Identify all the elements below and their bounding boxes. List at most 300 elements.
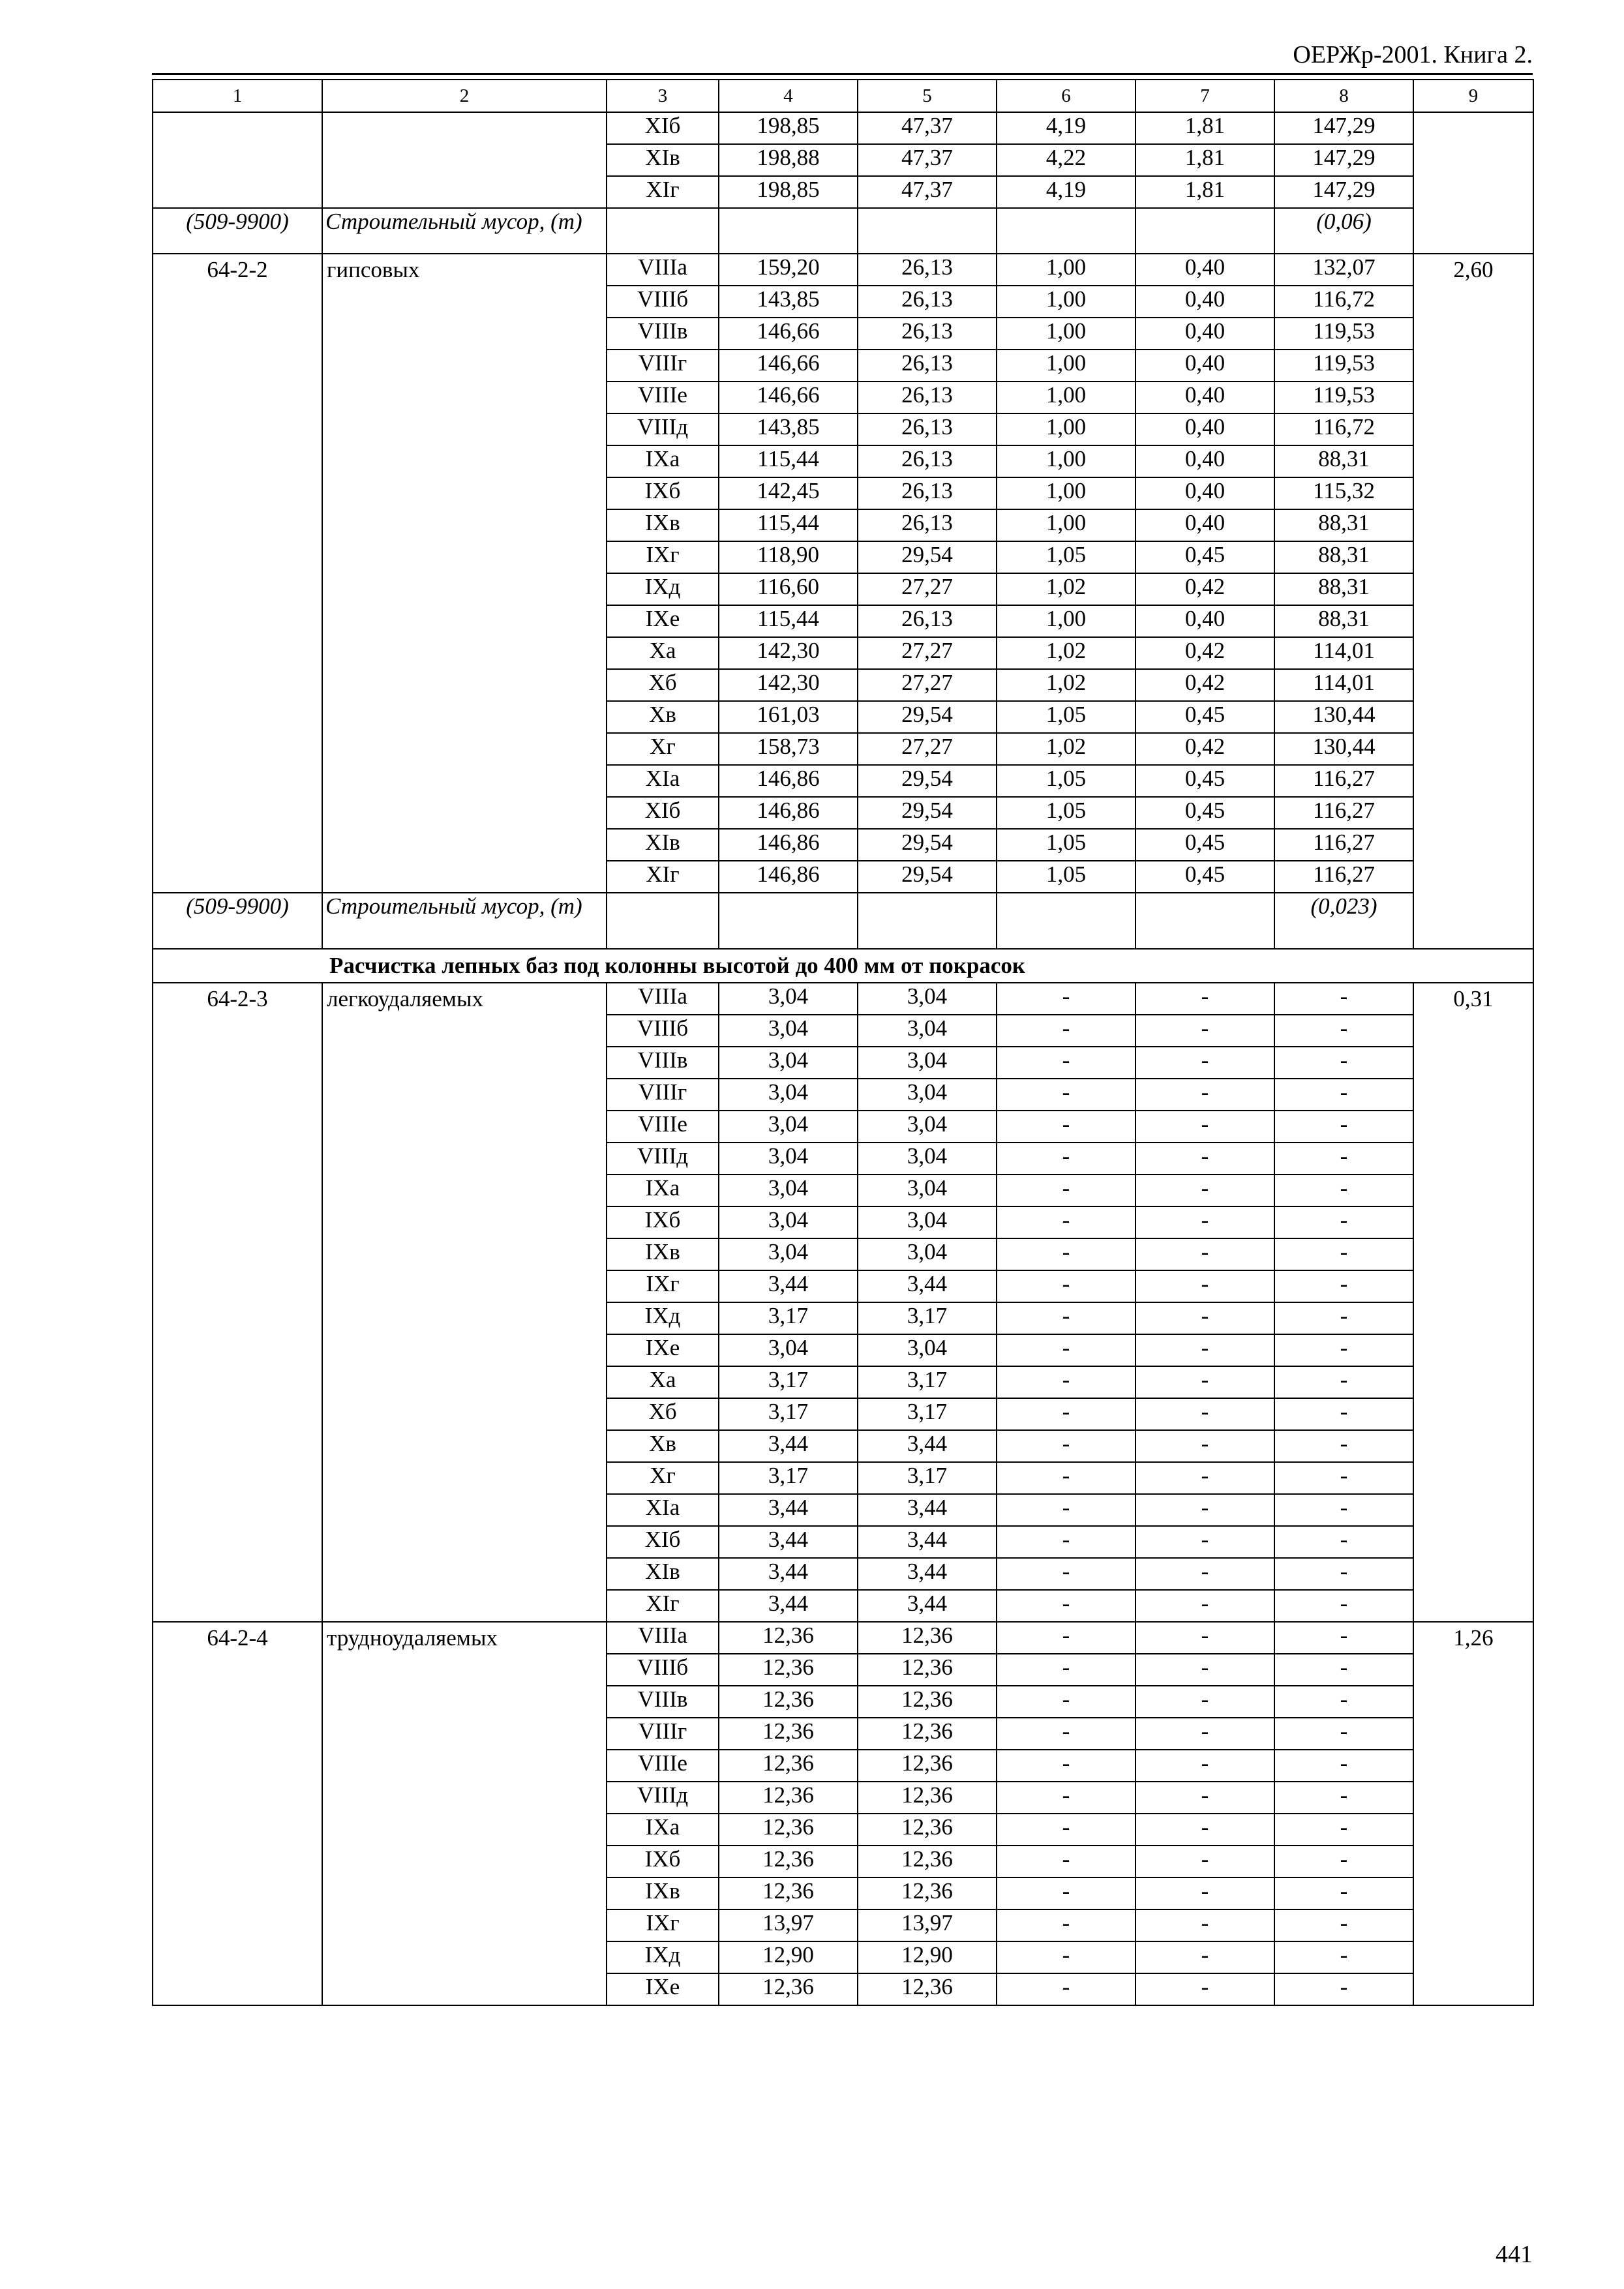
machine-cell: -	[997, 1334, 1135, 1366]
material-cell: 116,27	[1274, 861, 1413, 893]
cost-cell: 115,44	[719, 445, 858, 477]
wage-cell: 29,54	[858, 797, 997, 829]
code-cell: 64-2-2	[153, 254, 322, 893]
cost-cell: 3,04	[719, 1334, 858, 1366]
zone-cell: IXе	[607, 1973, 719, 2005]
wage-cell: 3,17	[858, 1366, 997, 1398]
driver-wage-cell: 1,81	[1135, 112, 1274, 144]
driver-wage-cell: -	[1135, 1782, 1274, 1814]
machine-cell: 1,02	[997, 669, 1135, 701]
material-cell: 88,31	[1274, 445, 1413, 477]
wage-cell: 26,13	[858, 350, 997, 382]
zone-cell: IXб	[607, 1206, 719, 1238]
wage-cell: 26,13	[858, 477, 997, 509]
machine-cell: -	[997, 1398, 1135, 1430]
cost-cell: 3,04	[719, 1206, 858, 1238]
column-number: 7	[1135, 80, 1274, 112]
wage-cell: 29,54	[858, 701, 997, 733]
material-cell: -	[1274, 1111, 1413, 1143]
zone-cell: VIIIв	[607, 318, 719, 350]
zone-cell: XIб	[607, 797, 719, 829]
driver-wage-cell: 0,40	[1135, 318, 1274, 350]
machine-cell: -	[997, 1846, 1135, 1878]
driver-wage-cell: 0,40	[1135, 509, 1274, 541]
empty-cell	[858, 893, 997, 949]
zone-cell: IXв	[607, 1238, 719, 1270]
material-cell: -	[1274, 1718, 1413, 1750]
wage-cell: 3,44	[858, 1494, 997, 1526]
machine-cell: 4,19	[997, 112, 1135, 144]
waste-name-cell: Строительный мусор, (т)	[322, 893, 607, 949]
zone-cell: VIIIе	[607, 1111, 719, 1143]
driver-wage-cell: 0,40	[1135, 605, 1274, 637]
table-row	[153, 254, 1533, 286]
cost-cell: 3,17	[719, 1462, 858, 1494]
driver-wage-cell: -	[1135, 1174, 1274, 1206]
zone-cell: VIIIа	[607, 254, 719, 286]
driver-wage-cell: -	[1135, 983, 1274, 1015]
norm-cell: 1,26	[1413, 1622, 1533, 2005]
machine-cell: -	[997, 1494, 1135, 1526]
machine-cell: -	[997, 1654, 1135, 1686]
cost-cell: 198,85	[719, 112, 858, 144]
cost-cell: 198,88	[719, 144, 858, 176]
page-number: 441	[1496, 2241, 1533, 2268]
driver-wage-cell: -	[1135, 1302, 1274, 1334]
zone-cell: IXг	[607, 1270, 719, 1302]
cost-cell: 146,86	[719, 765, 858, 797]
material-cell: -	[1274, 1814, 1413, 1846]
machine-cell: -	[997, 1909, 1135, 1941]
name-cell: трудноудаляемых	[322, 1622, 607, 2005]
material-cell: -	[1274, 1750, 1413, 1782]
driver-wage-cell: -	[1135, 1941, 1274, 1973]
empty-cell	[719, 208, 858, 254]
cost-cell: 142,30	[719, 669, 858, 701]
wage-cell: 3,04	[858, 1206, 997, 1238]
zone-cell: VIIIб	[607, 1015, 719, 1047]
wage-cell: 3,44	[858, 1526, 997, 1558]
zone-cell: IXд	[607, 1941, 719, 1973]
cost-cell: 12,36	[719, 1814, 858, 1846]
machine-cell: -	[997, 1430, 1135, 1462]
cost-cell: 12,36	[719, 1622, 858, 1654]
machine-cell: 1,00	[997, 350, 1135, 382]
material-cell: -	[1274, 1015, 1413, 1047]
material-cell: -	[1274, 1590, 1413, 1622]
driver-wage-cell: -	[1135, 1111, 1274, 1143]
empty-cell	[997, 208, 1135, 254]
machine-cell: 1,02	[997, 733, 1135, 765]
zone-cell: Xв	[607, 1430, 719, 1462]
code-cell: 64-2-3	[153, 983, 322, 1622]
driver-wage-cell: -	[1135, 1558, 1274, 1590]
driver-wage-cell: -	[1135, 1398, 1274, 1430]
rates-table	[152, 79, 1534, 2006]
wage-cell: 29,54	[858, 541, 997, 573]
zone-cell: VIIIб	[607, 1654, 719, 1686]
cost-cell: 3,44	[719, 1590, 858, 1622]
cost-cell: 3,04	[719, 1143, 858, 1174]
zone-cell: VIIIе	[607, 382, 719, 413]
zone-cell: XIг	[607, 176, 719, 208]
material-cell: -	[1274, 1909, 1413, 1941]
cost-cell: 12,36	[719, 1782, 858, 1814]
cost-cell: 12,36	[719, 1750, 858, 1782]
machine-cell: -	[997, 1143, 1135, 1174]
cost-cell: 159,20	[719, 254, 858, 286]
material-cell: -	[1274, 1686, 1413, 1718]
machine-cell: -	[997, 1622, 1135, 1654]
wage-cell: 47,37	[858, 176, 997, 208]
driver-wage-cell: -	[1135, 1750, 1274, 1782]
driver-wage-cell: 0,40	[1135, 445, 1274, 477]
machine-cell: -	[997, 1111, 1135, 1143]
driver-wage-cell: -	[1135, 1047, 1274, 1079]
wage-cell: 3,04	[858, 1238, 997, 1270]
wage-cell: 3,17	[858, 1462, 997, 1494]
machine-cell: -	[997, 1366, 1135, 1398]
cost-cell: 12,90	[719, 1941, 858, 1973]
wage-cell: 12,90	[858, 1941, 997, 1973]
driver-wage-cell: 0,40	[1135, 286, 1274, 318]
cost-cell: 161,03	[719, 701, 858, 733]
zone-cell: Xб	[607, 1398, 719, 1430]
wage-cell: 26,13	[858, 286, 997, 318]
code-cell	[153, 112, 322, 208]
zone-cell: IXв	[607, 1878, 719, 1909]
machine-cell: -	[997, 1750, 1135, 1782]
table-row	[153, 983, 1533, 1015]
driver-wage-cell: -	[1135, 1526, 1274, 1558]
zone-cell: XIб	[607, 1526, 719, 1558]
machine-cell: -	[997, 1206, 1135, 1238]
zone-cell: XIа	[607, 765, 719, 797]
zone-cell: Xг	[607, 733, 719, 765]
wage-cell: 29,54	[858, 829, 997, 861]
machine-cell: 1,02	[997, 573, 1135, 605]
cost-cell: 3,04	[719, 1238, 858, 1270]
machine-cell: 1,05	[997, 797, 1135, 829]
wage-cell: 12,36	[858, 1750, 997, 1782]
material-cell: -	[1274, 1494, 1413, 1526]
machine-cell: -	[997, 1814, 1135, 1846]
driver-wage-cell: -	[1135, 1590, 1274, 1622]
cost-cell: 3,17	[719, 1302, 858, 1334]
wage-cell: 12,36	[858, 1686, 997, 1718]
driver-wage-cell: 0,45	[1135, 797, 1274, 829]
wage-cell: 12,36	[858, 1846, 997, 1878]
material-cell: -	[1274, 1654, 1413, 1686]
material-cell: -	[1274, 1143, 1413, 1174]
zone-cell: VIIIг	[607, 1079, 719, 1111]
material-cell: 130,44	[1274, 733, 1413, 765]
machine-cell: 1,00	[997, 509, 1135, 541]
material-cell: 119,53	[1274, 350, 1413, 382]
machine-cell: -	[997, 1973, 1135, 2005]
cost-cell: 3,04	[719, 1174, 858, 1206]
material-cell: 147,29	[1274, 176, 1413, 208]
norm-cell: 2,60	[1413, 254, 1533, 949]
material-cell: -	[1274, 1846, 1413, 1878]
column-number: 5	[858, 80, 997, 112]
material-cell: -	[1274, 1430, 1413, 1462]
zone-cell: VIIIг	[607, 350, 719, 382]
cost-cell: 142,30	[719, 637, 858, 669]
driver-wage-cell: -	[1135, 1686, 1274, 1718]
driver-wage-cell: 1,81	[1135, 144, 1274, 176]
wage-cell: 29,54	[858, 861, 997, 893]
material-cell: -	[1274, 983, 1413, 1015]
machine-cell: -	[997, 1878, 1135, 1909]
section-title: Расчистка лепных баз под колонны высотой до 400 мм от покрасок	[153, 949, 1533, 983]
header-rule	[152, 73, 1533, 75]
waste-row	[153, 208, 1533, 254]
driver-wage-cell: -	[1135, 1079, 1274, 1111]
driver-wage-cell: 0,40	[1135, 477, 1274, 509]
machine-cell: -	[997, 1462, 1135, 1494]
wage-cell: 47,37	[858, 112, 997, 144]
driver-wage-cell: 0,45	[1135, 541, 1274, 573]
norm-cell: 0,31	[1413, 983, 1533, 1622]
wage-cell: 3,17	[858, 1398, 997, 1430]
wage-cell: 12,36	[858, 1973, 997, 2005]
zone-cell: IXб	[607, 1846, 719, 1878]
wage-cell: 26,13	[858, 605, 997, 637]
machine-cell: 1,05	[997, 861, 1135, 893]
material-cell: 116,72	[1274, 413, 1413, 445]
wage-cell: 29,54	[858, 765, 997, 797]
cost-cell: 12,36	[719, 1878, 858, 1909]
cost-cell: 12,36	[719, 1718, 858, 1750]
material-cell: 132,07	[1274, 254, 1413, 286]
material-cell: 114,01	[1274, 637, 1413, 669]
zone-cell: IXв	[607, 509, 719, 541]
driver-wage-cell: 0,40	[1135, 382, 1274, 413]
driver-wage-cell: 0,45	[1135, 861, 1274, 893]
material-cell: 119,53	[1274, 382, 1413, 413]
cost-cell: 115,44	[719, 509, 858, 541]
machine-cell: 1,00	[997, 286, 1135, 318]
zone-cell: XIв	[607, 1558, 719, 1590]
zone-cell: Xв	[607, 701, 719, 733]
material-cell: -	[1274, 1526, 1413, 1558]
column-number: 6	[997, 80, 1135, 112]
driver-wage-cell: -	[1135, 1814, 1274, 1846]
material-cell: -	[1274, 1398, 1413, 1430]
material-cell: 115,32	[1274, 477, 1413, 509]
material-cell: -	[1274, 1334, 1413, 1366]
wage-cell: 26,13	[858, 382, 997, 413]
zone-cell: IXд	[607, 573, 719, 605]
zone-cell: VIIIа	[607, 983, 719, 1015]
driver-wage-cell: 1,81	[1135, 176, 1274, 208]
material-cell: -	[1274, 1302, 1413, 1334]
column-number: 1	[153, 80, 322, 112]
section-row	[153, 949, 1533, 983]
material-cell: 147,29	[1274, 112, 1413, 144]
cost-cell: 12,36	[719, 1686, 858, 1718]
machine-cell: 4,22	[997, 144, 1135, 176]
waste-code-cell: (509-9900)	[153, 208, 322, 254]
cost-cell: 146,86	[719, 797, 858, 829]
cost-cell: 12,36	[719, 1973, 858, 2005]
driver-wage-cell: -	[1135, 1334, 1274, 1366]
wage-cell: 3,44	[858, 1430, 997, 1462]
empty-cell	[607, 893, 719, 949]
column-number: 4	[719, 80, 858, 112]
machine-cell: 1,00	[997, 445, 1135, 477]
driver-wage-cell: -	[1135, 1622, 1274, 1654]
driver-wage-cell: -	[1135, 1238, 1274, 1270]
wage-cell: 12,36	[858, 1782, 997, 1814]
driver-wage-cell: 0,40	[1135, 350, 1274, 382]
material-cell: 88,31	[1274, 573, 1413, 605]
material-cell: -	[1274, 1270, 1413, 1302]
zone-cell: XIг	[607, 1590, 719, 1622]
machine-cell: -	[997, 1174, 1135, 1206]
driver-wage-cell: -	[1135, 1206, 1274, 1238]
material-cell: -	[1274, 1366, 1413, 1398]
zone-cell: IXа	[607, 445, 719, 477]
machine-cell: -	[997, 1015, 1135, 1047]
zone-cell: IXа	[607, 1174, 719, 1206]
zone-cell: IXд	[607, 1302, 719, 1334]
wage-cell: 3,44	[858, 1270, 997, 1302]
wage-cell: 27,27	[858, 669, 997, 701]
driver-wage-cell: -	[1135, 1718, 1274, 1750]
cost-cell: 158,73	[719, 733, 858, 765]
material-cell: 119,53	[1274, 318, 1413, 350]
cost-cell: 3,44	[719, 1494, 858, 1526]
zone-cell: VIIIд	[607, 1782, 719, 1814]
cost-cell: 3,04	[719, 1047, 858, 1079]
machine-cell: 1,00	[997, 413, 1135, 445]
wage-cell: 12,36	[858, 1814, 997, 1846]
cost-cell: 3,17	[719, 1398, 858, 1430]
material-cell: 116,27	[1274, 829, 1413, 861]
waste-value-cell: (0,023)	[1274, 893, 1413, 949]
table-row	[153, 1622, 1533, 1654]
driver-wage-cell: -	[1135, 1973, 1274, 2005]
cost-cell: 146,66	[719, 318, 858, 350]
wage-cell: 3,04	[858, 1047, 997, 1079]
machine-cell: -	[997, 1270, 1135, 1302]
machine-cell: -	[997, 1079, 1135, 1111]
driver-wage-cell: -	[1135, 1654, 1274, 1686]
material-cell: -	[1274, 1238, 1413, 1270]
wage-cell: 3,04	[858, 1334, 997, 1366]
cost-cell: 116,60	[719, 573, 858, 605]
empty-cell	[1135, 893, 1274, 949]
name-cell	[322, 112, 607, 208]
material-cell: -	[1274, 1558, 1413, 1590]
cost-cell: 3,44	[719, 1430, 858, 1462]
wage-cell: 27,27	[858, 733, 997, 765]
driver-wage-cell: 0,42	[1135, 573, 1274, 605]
zone-cell: XIв	[607, 144, 719, 176]
driver-wage-cell: -	[1135, 1846, 1274, 1878]
wage-cell: 27,27	[858, 573, 997, 605]
cost-cell: 146,86	[719, 861, 858, 893]
material-cell: -	[1274, 1206, 1413, 1238]
wage-cell: 3,04	[858, 1015, 997, 1047]
machine-cell: 1,05	[997, 829, 1135, 861]
wage-cell: 3,04	[858, 983, 997, 1015]
wage-cell: 26,13	[858, 254, 997, 286]
empty-cell	[719, 893, 858, 949]
machine-cell: 1,00	[997, 477, 1135, 509]
cost-cell: 198,85	[719, 176, 858, 208]
name-cell: гипсовых	[322, 254, 607, 893]
wage-cell: 3,04	[858, 1174, 997, 1206]
driver-wage-cell: -	[1135, 1909, 1274, 1941]
driver-wage-cell: 0,45	[1135, 829, 1274, 861]
waste-row	[153, 893, 1533, 949]
cost-cell: 143,85	[719, 413, 858, 445]
wage-cell: 12,36	[858, 1878, 997, 1909]
zone-cell: IXа	[607, 1814, 719, 1846]
driver-wage-cell: -	[1135, 1015, 1274, 1047]
cost-cell: 146,66	[719, 382, 858, 413]
zone-cell: Xа	[607, 1366, 719, 1398]
cost-cell: 3,44	[719, 1558, 858, 1590]
machine-cell: -	[997, 1718, 1135, 1750]
wage-cell: 13,97	[858, 1909, 997, 1941]
cost-cell: 3,04	[719, 983, 858, 1015]
document-header-title: ОЕРЖр-2001. Книга 2.	[1293, 41, 1533, 68]
driver-wage-cell: -	[1135, 1366, 1274, 1398]
cost-cell: 142,45	[719, 477, 858, 509]
name-cell: легкоудаляемых	[322, 983, 607, 1622]
machine-cell: -	[997, 1686, 1135, 1718]
material-cell: 88,31	[1274, 605, 1413, 637]
driver-wage-cell: 0,45	[1135, 701, 1274, 733]
waste-code-cell: (509-9900)	[153, 893, 322, 949]
waste-name-cell: Строительный мусор, (т)	[322, 208, 607, 254]
driver-wage-cell: -	[1135, 1270, 1274, 1302]
cost-cell: 146,86	[719, 829, 858, 861]
zone-cell: VIIIв	[607, 1047, 719, 1079]
machine-cell: 1,00	[997, 318, 1135, 350]
waste-value-cell: (0,06)	[1274, 208, 1413, 254]
column-number: 8	[1274, 80, 1413, 112]
cost-cell: 13,97	[719, 1909, 858, 1941]
material-cell: -	[1274, 1047, 1413, 1079]
zone-cell: Xб	[607, 669, 719, 701]
machine-cell: 1,02	[997, 637, 1135, 669]
zone-cell: XIв	[607, 829, 719, 861]
machine-cell: -	[997, 1302, 1135, 1334]
driver-wage-cell: 0,42	[1135, 733, 1274, 765]
material-cell: 114,01	[1274, 669, 1413, 701]
driver-wage-cell: -	[1135, 1143, 1274, 1174]
empty-cell	[997, 893, 1135, 949]
wage-cell: 26,13	[858, 445, 997, 477]
cost-cell: 3,04	[719, 1015, 858, 1047]
code-cell: 64-2-4	[153, 1622, 322, 2005]
wage-cell: 47,37	[858, 144, 997, 176]
material-cell: -	[1274, 1622, 1413, 1654]
material-cell: -	[1274, 1462, 1413, 1494]
material-cell: -	[1274, 1782, 1413, 1814]
material-cell: 88,31	[1274, 509, 1413, 541]
zone-cell: IXе	[607, 605, 719, 637]
cost-cell: 115,44	[719, 605, 858, 637]
machine-cell: -	[997, 1526, 1135, 1558]
driver-wage-cell: -	[1135, 1878, 1274, 1909]
zone-cell: IXг	[607, 541, 719, 573]
